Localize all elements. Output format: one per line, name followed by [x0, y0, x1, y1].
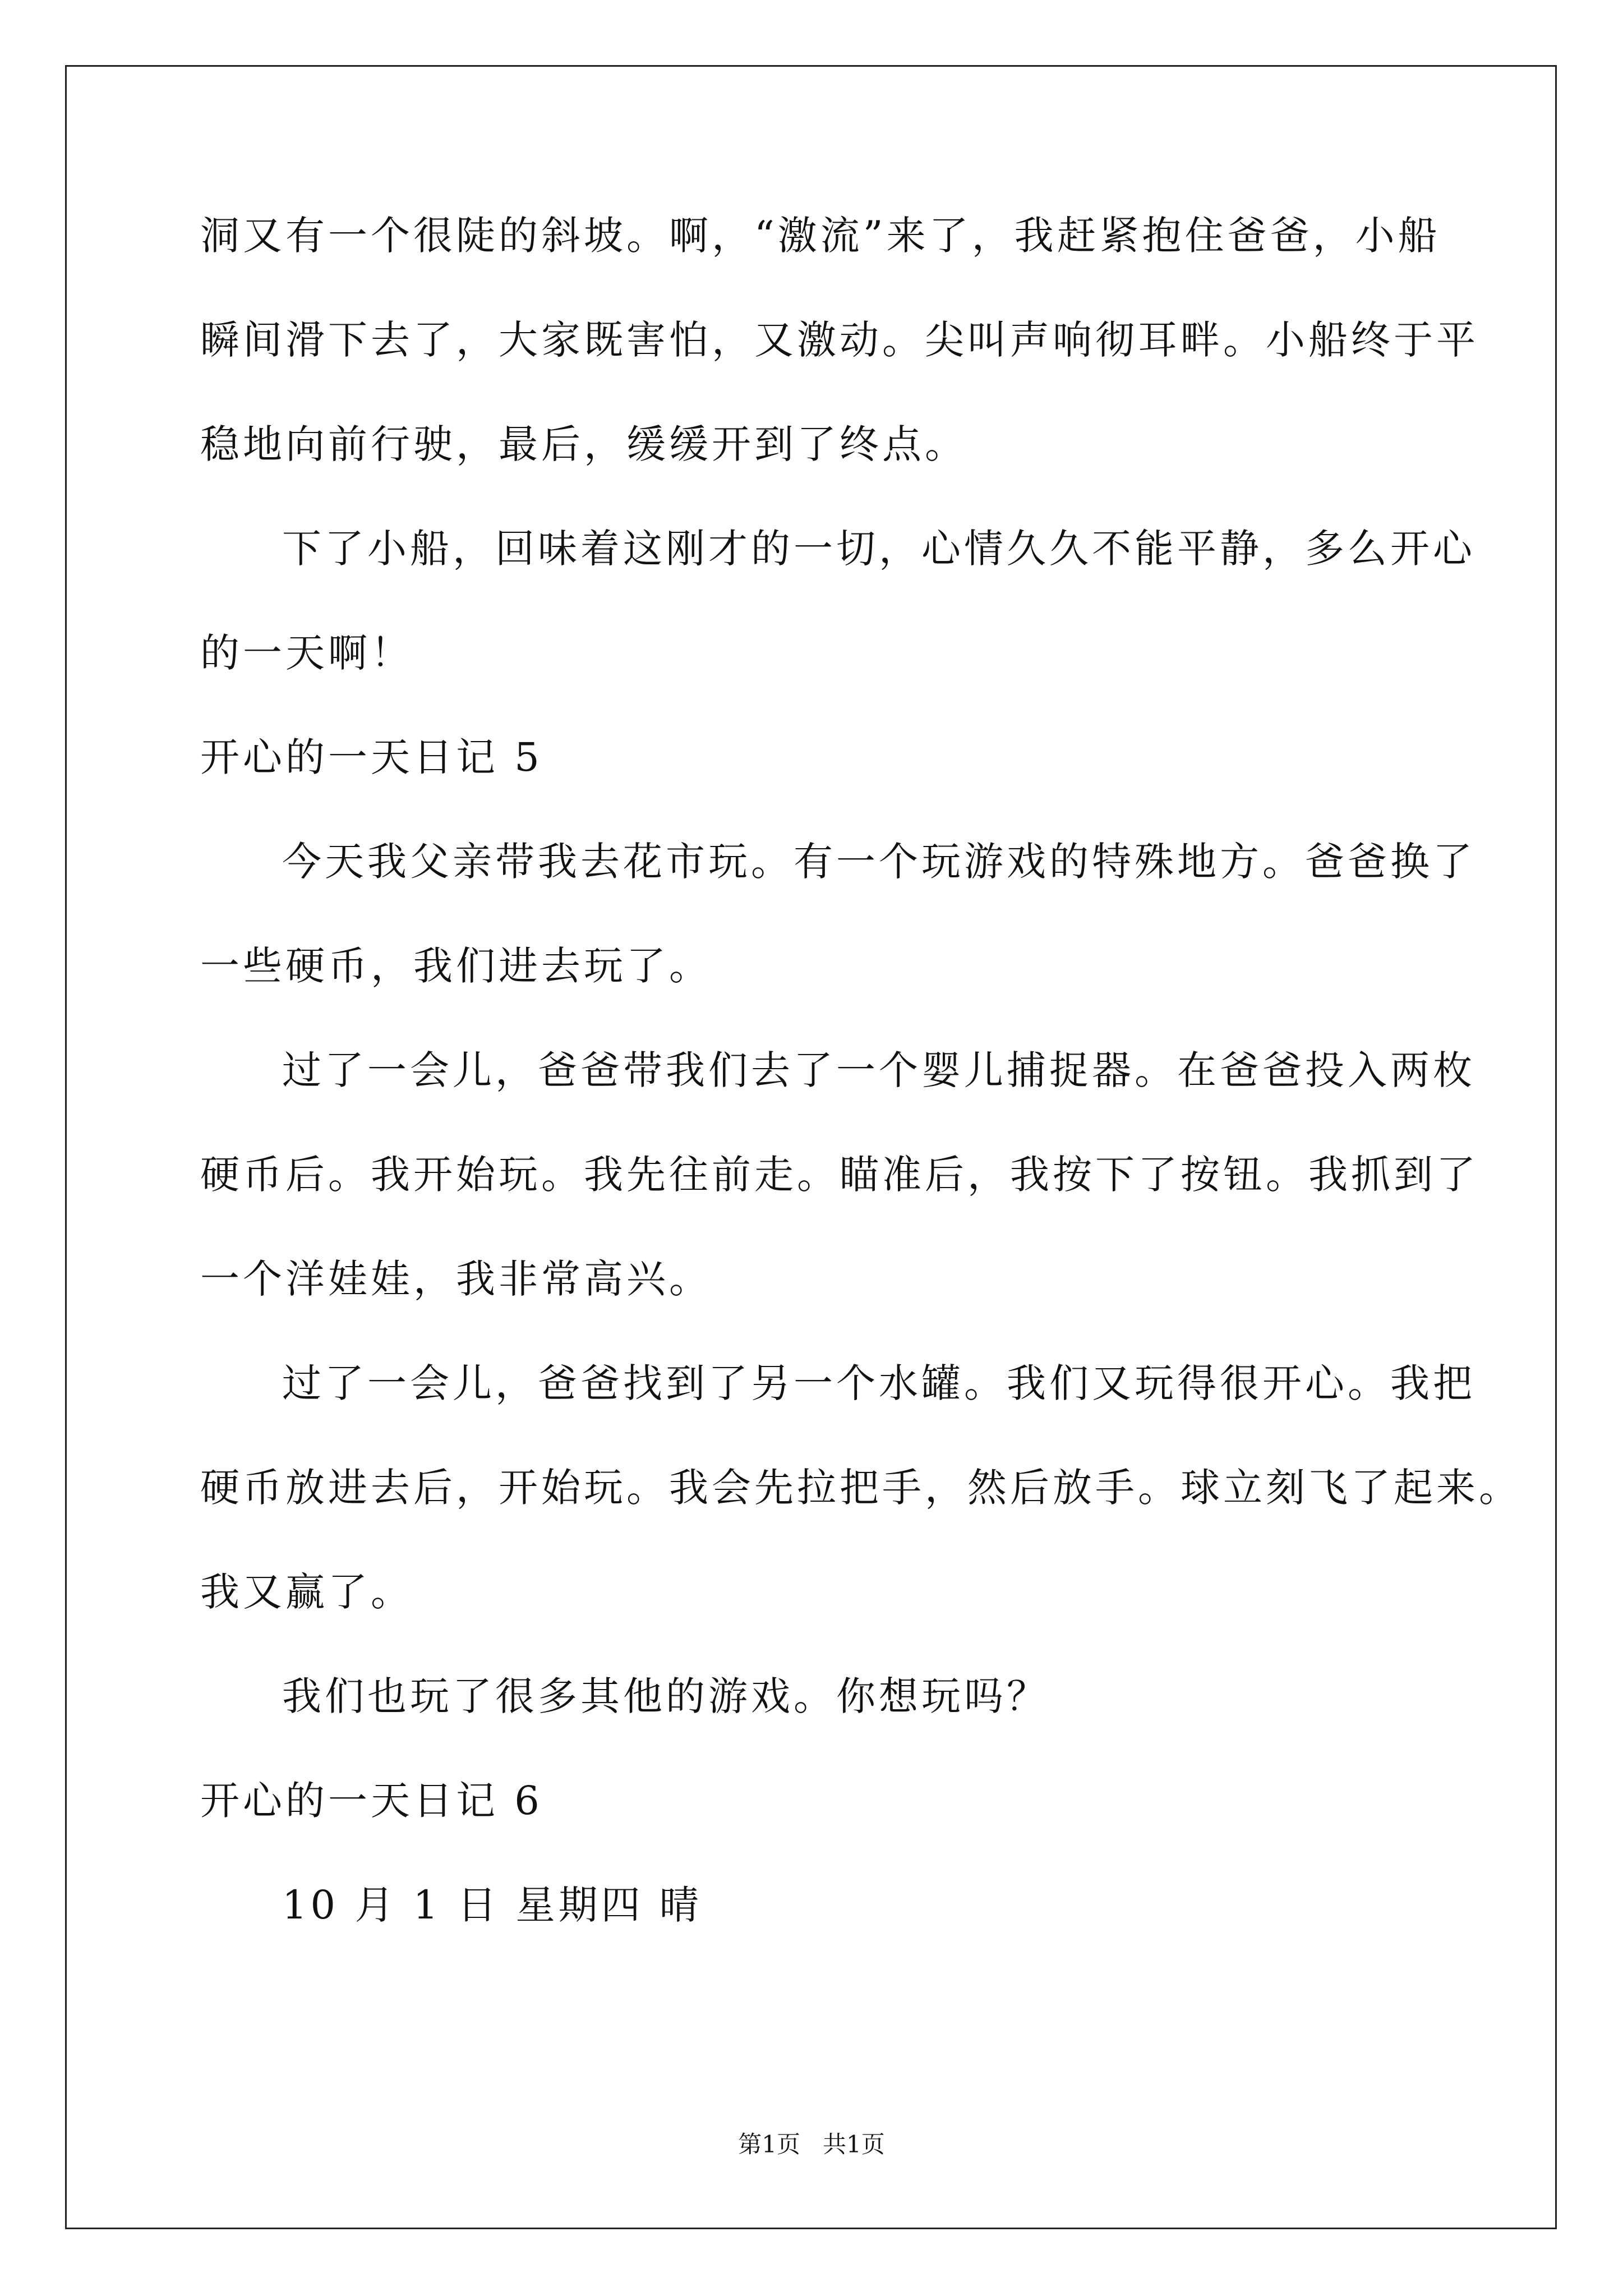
text-line: 瞬间滑下去了，大家既害怕，又激动。尖叫声响彻耳畔。小船终于平 — [200, 317, 1479, 363]
paragraph-start-line: 过了一会儿，爸爸找到了另一个水罐。我们又玩得很开心。我把 — [282, 1360, 1476, 1406]
page-footer: 第1页 共1页 — [738, 2131, 885, 2158]
text-line: 硬币放进去后，开始玩。我会先拉把手，然后放手。球立刻飞了起来。 — [200, 1465, 1521, 1511]
text-line: 硬币后。我开始玩。我先往前走。瞄准后，我按下了按钮。我抓到了 — [200, 1152, 1479, 1198]
text-line: 我又赢了。 — [200, 1569, 413, 1615]
paragraph-start-line: 下了小船，回味着这刚才的一切，心情久久不能平静，多么开心 — [282, 526, 1476, 572]
paragraph-start-line: 过了一会儿，爸爸带我们去了一个婴儿捕捉器。在爸爸投入两枚 — [282, 1047, 1476, 1093]
text-line: 的一天啊！ — [200, 630, 413, 676]
paragraph-start-line: 我们也玩了很多其他的游戏。你想玩吗？ — [282, 1673, 1049, 1719]
text-line: 一些硬币，我们进去玩了。 — [200, 943, 712, 989]
text-line: 一个洋娃娃，我非常高兴。 — [200, 1256, 712, 1302]
text-line: 洞又有一个很陡的斜坡。啊，“激流”来了，我赶紧抱住爸爸，小船 — [200, 213, 1441, 259]
section-heading: 开心的一天日记 5 — [200, 734, 543, 780]
date-line: 10 月 1 日 星期四 晴 — [282, 1882, 702, 1928]
section-heading: 开心的一天日记 6 — [200, 1778, 543, 1824]
paragraph-start-line: 今天我父亲带我去花市玩。有一个玩游戏的特殊地方。爸爸换了 — [282, 839, 1476, 885]
text-line: 稳地向前行驶，最后，缓缓开到了终点。 — [200, 421, 967, 467]
